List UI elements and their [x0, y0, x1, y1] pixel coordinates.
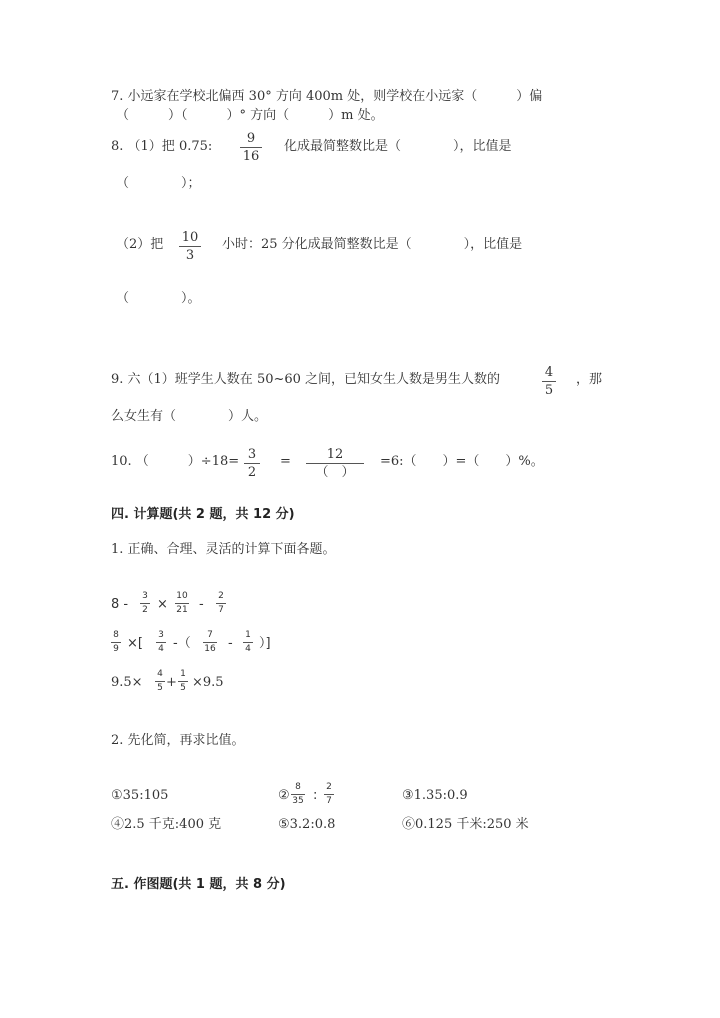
q8-part2-suffix: 小时：25 分化成最简整数比是（ ），比值是 [222, 237, 523, 252]
ratio-item-3: ③1.35:0.9 [402, 788, 468, 803]
ratio-item-2-colon: : [313, 788, 318, 803]
fraction-denominator: （ ） [315, 465, 355, 480]
expr2-op-times-bracket: ×[ [127, 636, 143, 651]
fraction-bar [291, 794, 305, 795]
fraction-bar [179, 246, 201, 247]
q9-suffix: ，那 [576, 372, 603, 387]
expr2-op-minus: - [228, 636, 233, 651]
fraction-numerator: 10 [181, 230, 199, 245]
fraction-numerator: 1 [180, 669, 186, 679]
fraction-bar [542, 381, 556, 382]
fraction-bar [203, 642, 217, 643]
q10-suffix: =6:（ ）=（ ）%。 [380, 454, 544, 469]
expr2-close-brackets: ）] [259, 636, 271, 651]
q8-part2-prefix: （2）把 [116, 237, 164, 252]
fraction-numerator: 3 [247, 447, 257, 462]
fraction-bar [243, 642, 253, 643]
q10-equals: = [280, 454, 291, 469]
section4-q1-title: 1. 正确、合理、灵活的计算下面各题。 [111, 542, 336, 557]
expr1-term: 8 - [111, 597, 129, 612]
expr2-op-minus-paren: -（ [173, 636, 191, 651]
fraction-bar [155, 681, 165, 682]
fraction-denominator: 5 [544, 383, 554, 398]
section4-q2-title: 2. 先化简，再求比值。 [111, 733, 245, 748]
expr3-term: 9.5× [111, 675, 143, 690]
ratio-item-5: ⑤3.2:0.8 [278, 817, 336, 832]
fraction-denominator: 5 [157, 683, 163, 693]
q9-prefix: 9. 六（1）班学生人数在 50~60 之间，已知女生人数是男生人数的 [111, 372, 501, 387]
fraction-bar [216, 603, 226, 604]
fraction-numerator: 3 [142, 591, 148, 601]
expr3-op-plus: + [166, 675, 177, 690]
expr2-frac-3-4 [156, 631, 166, 654]
fraction-denominator: 35 [292, 796, 304, 806]
fraction-numerator: 10 [176, 591, 188, 601]
q7-line1: 7. 小远家在学校北偏西 30° 方向 400m 处，则学校在小远家（ ）偏 [111, 89, 543, 104]
fraction-denominator: 2 [142, 605, 148, 615]
ratio-item-2-frac-2-7 [324, 783, 334, 806]
expr1-op-minus: - [199, 597, 204, 612]
q8-part1-prefix: 8. （1）把 0.75: [111, 139, 213, 154]
q8-part1-answer: （ ）； [116, 176, 201, 191]
fraction-denominator: 16 [242, 149, 260, 164]
fraction-bar [324, 794, 334, 795]
q7-line2: （ ）（ ）° 方向（ ）m 处。 [116, 108, 384, 123]
expr2-frac-1-4 [243, 631, 253, 654]
ratio-item-4: ④2.5 千克:400 克 [111, 817, 222, 832]
q9-fraction-4-5 [542, 366, 556, 397]
fraction-numerator: 4 [544, 365, 554, 380]
fraction-denominator: 16 [204, 644, 216, 654]
fraction-numerator: 7 [207, 630, 213, 640]
q8-fraction-10-3 [179, 231, 201, 262]
fraction-denominator: 3 [185, 248, 195, 263]
expr1-op-times: × [157, 597, 168, 612]
fraction-bar [140, 603, 150, 604]
ratio-item-2-label: ② [278, 788, 290, 803]
section5-title: 五. 作图题(共 1 题，共 8 分) [111, 877, 286, 892]
fraction-numerator: 8 [113, 630, 119, 640]
fraction-bar [306, 463, 364, 464]
fraction-denominator: 7 [218, 605, 224, 615]
fraction-denominator: 2 [247, 465, 257, 480]
fraction-bar [175, 603, 189, 604]
expr3-frac-4-5 [155, 670, 165, 693]
fraction-denominator: 7 [326, 796, 332, 806]
expr1-frac-3-2 [140, 592, 150, 615]
fraction-numerator: 3 [158, 630, 164, 640]
q8-fraction-9-16 [240, 132, 262, 163]
fraction-bar [178, 681, 188, 682]
fraction-numerator: 2 [218, 591, 224, 601]
expr3-frac-1-5 [178, 670, 188, 693]
fraction-numerator: 9 [246, 131, 256, 146]
expr2-frac-7-16 [203, 631, 217, 654]
fraction-numerator: 4 [157, 669, 163, 679]
q10-fraction-3-2 [244, 448, 260, 479]
fraction-numerator: 8 [295, 782, 301, 792]
fraction-denominator: 4 [158, 644, 164, 654]
q10-prefix: 10. （ ）÷18= [111, 454, 240, 469]
expr1-frac-10-21 [175, 592, 189, 615]
ratio-item-2-frac-8-35 [291, 783, 305, 806]
q8-part1-suffix: 化成最简整数比是（ ），比值是 [284, 139, 512, 154]
ratio-item-1: ①35:105 [111, 788, 169, 803]
expr2-frac-8-9 [111, 631, 121, 654]
q8-part2-answer: （ ）。 [116, 291, 201, 306]
fraction-bar [240, 147, 262, 148]
expr3-term-tail: ×9.5 [192, 675, 224, 690]
fraction-denominator: 5 [180, 683, 186, 693]
fraction-numerator: 12 [326, 447, 344, 462]
fraction-bar [111, 642, 121, 643]
fraction-numerator: 1 [245, 630, 251, 640]
fraction-denominator: 9 [113, 644, 119, 654]
fraction-bar [244, 463, 260, 464]
q10-fraction-12-blank [306, 448, 364, 479]
section4-title: 四. 计算题(共 2 题，共 12 分) [111, 507, 295, 522]
fraction-bar [156, 642, 166, 643]
fraction-numerator: 2 [326, 782, 332, 792]
expr1-frac-2-7 [216, 592, 226, 615]
ratio-item-6: ⑥0.125 千米:250 米 [402, 817, 529, 832]
fraction-denominator: 4 [245, 644, 251, 654]
q9-line2: 么女生有（ ）人。 [111, 409, 268, 424]
fraction-denominator: 21 [176, 605, 188, 615]
